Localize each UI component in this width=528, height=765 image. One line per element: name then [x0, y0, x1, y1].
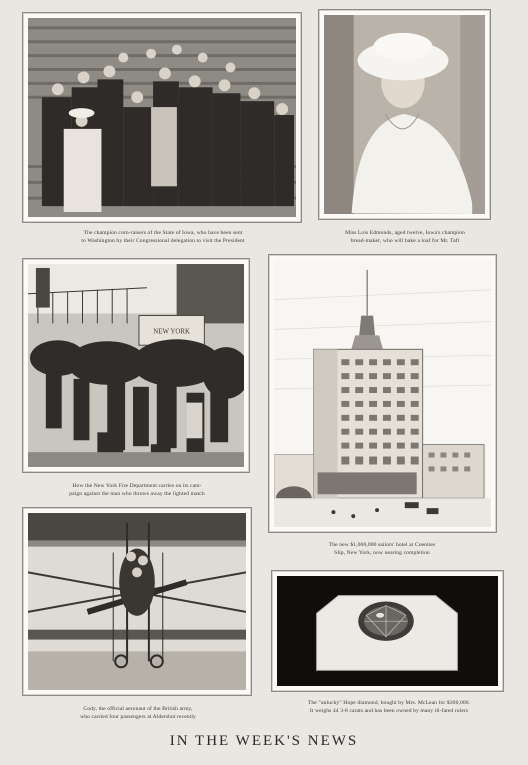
portrait-photo-image [324, 15, 485, 214]
photo-cody-aeroplane [22, 507, 252, 696]
photo-sailors-hotel [268, 254, 497, 533]
caption-sailors-hotel [280, 541, 484, 557]
caption-line: Slip, New York, now nearing completion [334, 550, 430, 556]
caption-line: The new $1,000,000 sailors' hotel at Coenties [328, 542, 436, 548]
caption-line: Miss Lois Edmonds, aged twelve, Iowa's champion [345, 230, 465, 236]
caption-line: to Washington by their Congressional delegation to visit the President [81, 238, 245, 244]
caption-line: The "unlucky" Hope diamond, bought by Mrs. McLean for $300,000. [307, 700, 471, 706]
photo-hope-diamond [271, 570, 504, 692]
crowd-photo-image [28, 264, 244, 467]
caption-cody-aeroplane [26, 705, 250, 721]
page-title: IN THE WEEK'S NEWS [169, 733, 359, 749]
aeroplane-photo-image [28, 513, 246, 690]
caption-line: who carried four passengers at Aldershot recently [80, 714, 196, 720]
caption-lois-edmonds [322, 229, 488, 245]
caption-line: It weighs 44 3-8 carats and has been owned by many ill-fated rulers [309, 708, 469, 714]
photo-iowa-corn-raisers [22, 12, 302, 223]
caption-line: How the New York Fire Department carries on its cam- [72, 483, 202, 489]
photo-lois-edmonds [318, 9, 491, 220]
hotel-illustration-image [274, 260, 491, 527]
caption-line: paign against the man who throws away the lighted match [69, 491, 205, 497]
caption-line: Cody, the official aeronaut of the British army, [83, 706, 193, 712]
banner-sign-text: NEW YORK [153, 328, 191, 336]
diamond-photo-image [277, 576, 498, 686]
caption-iowa-corn-raisers [30, 229, 296, 245]
group-photo-image [28, 18, 296, 217]
caption-line: The champion corn-raisers of the State of Iowa, who have been sent [83, 230, 243, 236]
photo-fire-department-campaign [22, 258, 250, 473]
caption-hope-diamond [276, 699, 502, 715]
caption-line: bread-maker, who will bake a loaf for Mr. Taft [350, 238, 460, 244]
caption-fire-department-campaign [26, 482, 248, 498]
